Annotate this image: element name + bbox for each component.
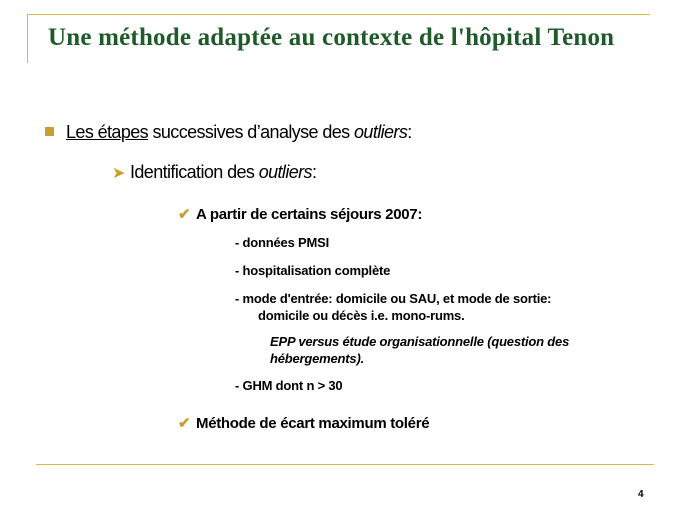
arrow-bullet-icon: ➤ <box>112 165 125 182</box>
level1-underlined: Les étapes <box>66 122 149 142</box>
item-mode-line1: - mode d'entrée: domicile ou SAU, et mode de sortie: <box>235 291 552 306</box>
level1-end: : <box>407 122 412 142</box>
item-pmsi: - données PMSI <box>235 235 329 250</box>
level3b-text: Méthode de écart maximum toléré <box>196 415 430 432</box>
slide-title: Une méthode adaptée au contexte de l'hôpital Tenon <box>48 24 615 51</box>
item-mode-line2: domicile ou décès i.e. mono-rums. <box>258 308 465 323</box>
bullet-level3-a <box>178 205 422 223</box>
bullet-level2 <box>112 162 316 183</box>
page-number: 4 <box>638 489 644 500</box>
bullet-level3-b <box>178 414 429 432</box>
square-bullet-icon <box>45 127 54 136</box>
level1-italic: outliers <box>354 122 408 142</box>
level3a-text: A partir de certains séjours 2007: <box>196 206 423 223</box>
check-bullet-icon: ✔ <box>178 206 191 223</box>
level1-middle: successives d’analyse des <box>148 122 354 142</box>
item-hospit: - hospitalisation complète <box>235 263 391 278</box>
check-bullet-icon: ✔ <box>178 415 191 432</box>
item-epp-line2: hébergements). <box>270 351 365 366</box>
level2-text: Identification des <box>130 162 259 182</box>
level2-end: : <box>311 162 317 182</box>
level2-italic: outliers <box>258 162 312 182</box>
item-epp-line1: EPP versus étude organisationnelle (question des <box>270 334 570 349</box>
footer-divider <box>36 464 654 465</box>
item-ghm: - GHM dont n > 30 <box>235 378 343 393</box>
